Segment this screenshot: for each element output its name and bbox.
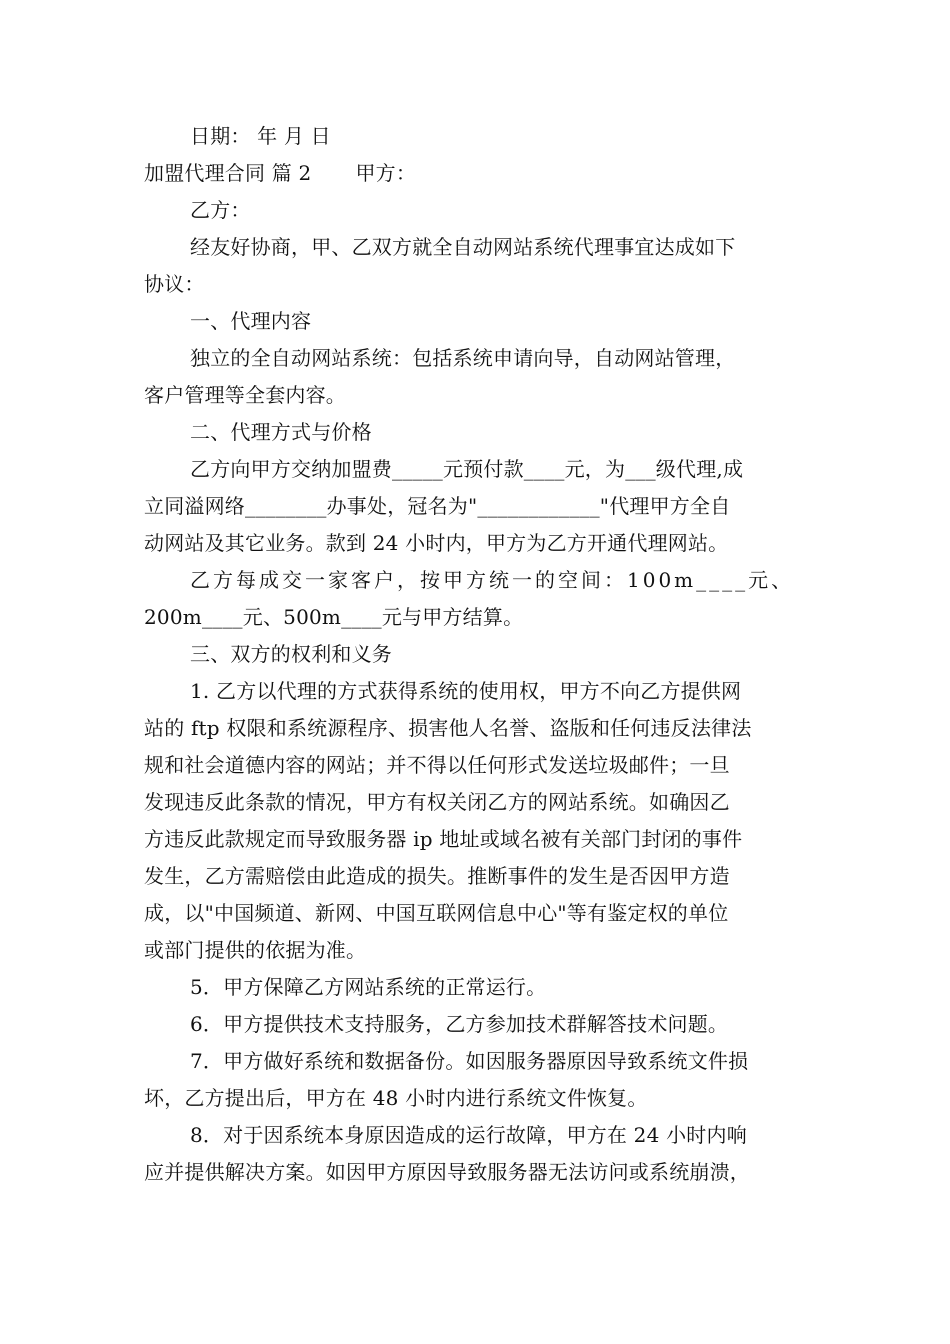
item-5: 5．甲方保障乙方网站系统的正常运行。	[190, 975, 547, 999]
item-8-line-2: 应并提供解决方案。如因甲方原因导致服务器无法访问或系统崩溃，	[144, 1160, 750, 1184]
section-1-body-line-2: 客户管理等全套内容。	[144, 383, 346, 407]
item-1-line-5: 方违反此款规定而导致服务器 ip 地址或域名被有关部门封闭的事件	[144, 827, 743, 851]
section-2-para-2-line-1: 乙方每成交一家客户，按甲方统一的空间：100m____元、	[190, 568, 795, 592]
section-2-para-1-line-2: 立同溢网络________办事处，冠名为"____________"代理甲方全自	[144, 494, 731, 518]
section-1-body-line-1: 独立的全自动网站系统：包括系统申请向导，自动网站管理，	[190, 346, 736, 370]
item-1-line-4: 发现违反此条款的情况，甲方有权关闭乙方的网站系统。如确因乙	[144, 790, 730, 814]
item-7-line-2: 坏，乙方提出后，甲方在 48 小时内进行系统文件恢复。	[144, 1086, 648, 1110]
item-1-line-2: 站的 ftp 权限和系统源程序、损害他人名誉、盗版和任何违反法律法	[144, 716, 752, 740]
party-a-label: 甲方：	[355, 161, 417, 185]
document-body	[144, 118, 812, 1191]
item-8-line-1: 8．对于因系统本身原因造成的运行故障，甲方在 24 小时内响	[190, 1123, 747, 1147]
section-2-para-1-line-1: 乙方向甲方交纳加盟费_____元预付款____元，为___级代理,成	[190, 457, 744, 481]
intro-line-1: 经友好协商，甲、乙双方就全自动网站系统代理事宜达成如下	[190, 235, 736, 259]
item-1-line-1: 1. 乙方以代理的方式获得系统的使用权，甲方不向乙方提供网	[190, 679, 742, 703]
section-3-title: 三、双方的权利和义务	[190, 642, 392, 666]
document-title: 加盟代理合同 篇 2	[144, 161, 312, 185]
item-1-line-6: 发生，乙方需赔偿由此造成的损失。推断事件的发生是否因甲方造	[144, 864, 730, 888]
item-1-line-3: 规和社会道德内容的网站；并不得以任何形式发送垃圾邮件；一旦	[144, 753, 730, 777]
party-b-label: 乙方：	[190, 198, 251, 222]
date-line: 日期： 年 月 日	[190, 124, 331, 148]
item-7-line-1: 7．甲方做好系统和数据备份。如因服务器原因导致系统文件损	[190, 1049, 749, 1073]
title-line	[144, 155, 812, 192]
section-1-title: 一、代理内容	[190, 309, 312, 333]
item-1-line-7: 成，以"中国频道、新网、中国互联网信息中心"等有鉴定权的单位	[144, 901, 729, 925]
section-2-title: 二、代理方式与价格	[190, 420, 372, 444]
intro-line-2: 协议：	[144, 272, 205, 296]
item-6: 6．甲方提供技术支持服务，乙方参加技术群解答技术问题。	[190, 1012, 729, 1036]
section-2-para-2-line-2: 200m____元、500m____元与甲方结算。	[144, 605, 524, 629]
item-1-line-8: 或部门提供的依据为准。	[144, 938, 367, 962]
section-2-para-1-line-3: 动网站及其它业务。款到 24 小时内，甲方为乙方开通代理网站。	[144, 531, 729, 555]
